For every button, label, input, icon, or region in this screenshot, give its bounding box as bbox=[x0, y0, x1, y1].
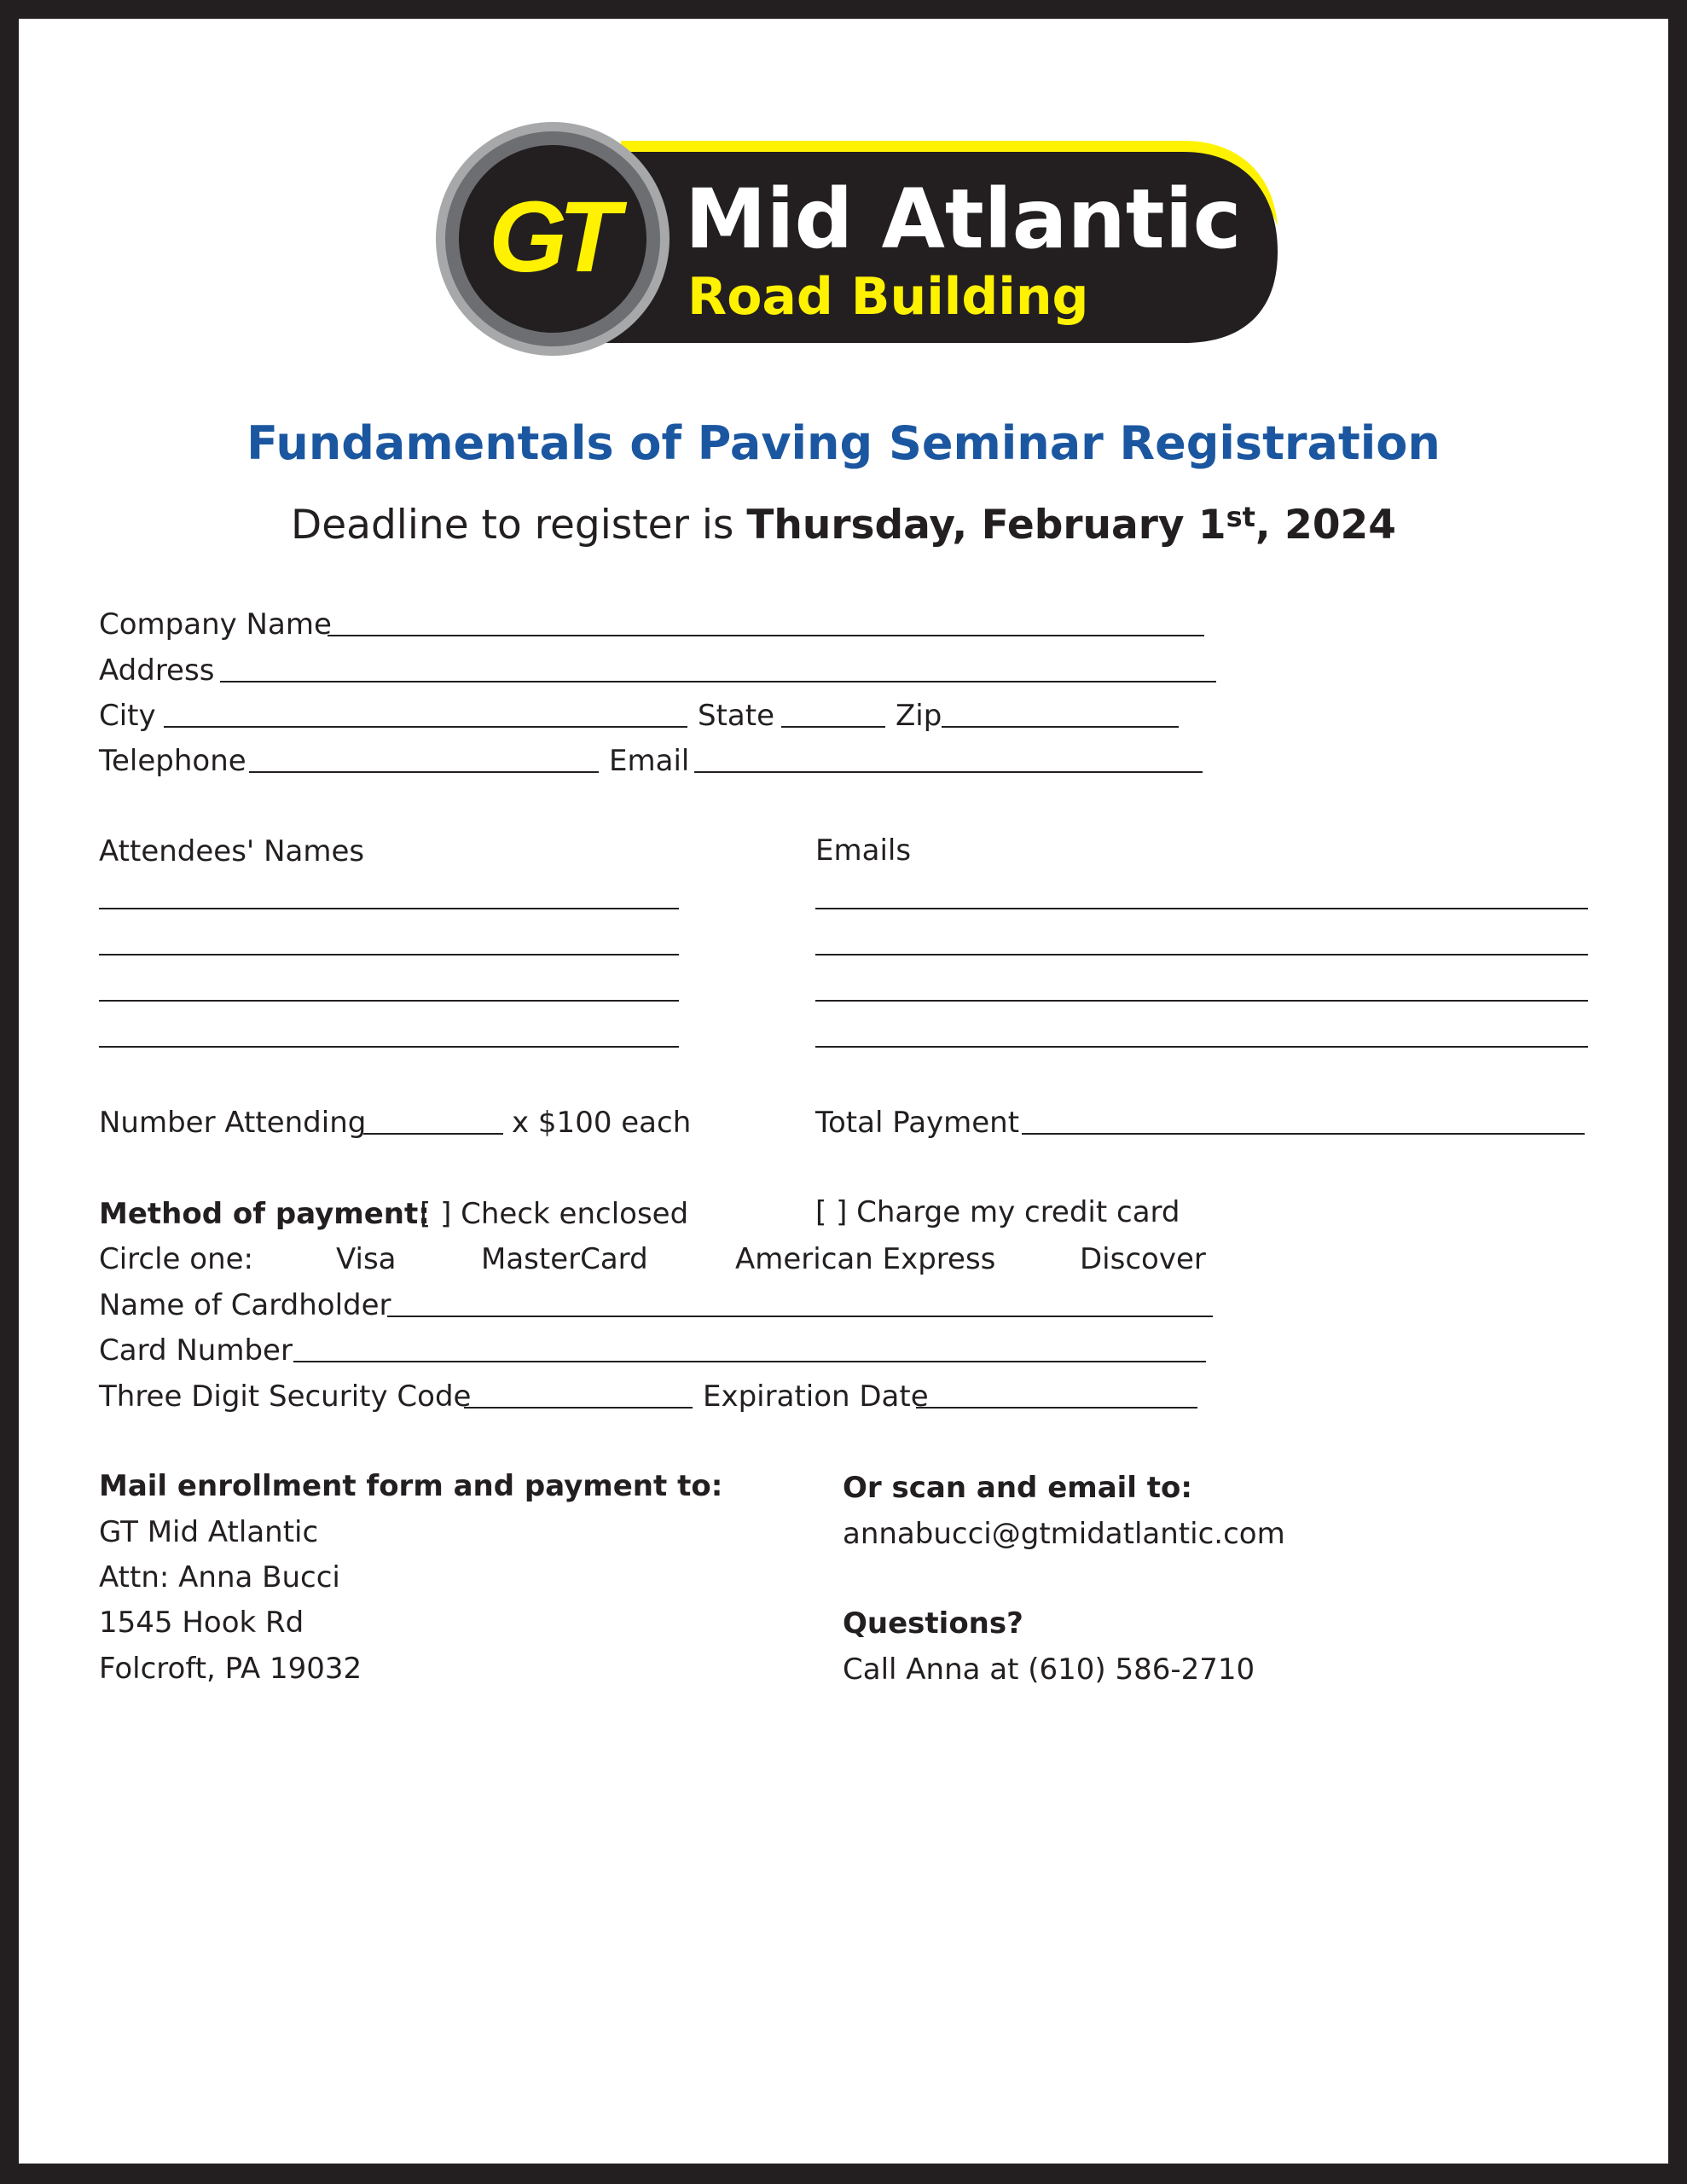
address-field[interactable] bbox=[220, 681, 1216, 682]
mail-to-line: Folcroft, PA 19032 bbox=[99, 1652, 362, 1686]
attendee-email-field[interactable] bbox=[815, 954, 1588, 956]
mail-to-line: 1545 Hook Rd bbox=[99, 1606, 304, 1640]
attendee-email-field[interactable] bbox=[815, 1046, 1588, 1048]
questions-phone: Call Anna at (610) 586-2710 bbox=[843, 1653, 1255, 1687]
company-name-label: Company Name bbox=[99, 607, 332, 642]
deadline-suffix: st bbox=[1226, 501, 1255, 533]
card-option-mastercard[interactable]: MasterCard bbox=[481, 1242, 648, 1276]
circle-one-label: Circle one: bbox=[99, 1242, 254, 1276]
logo-monogram: GT bbox=[489, 181, 612, 293]
security-code-field[interactable] bbox=[464, 1407, 693, 1409]
check-enclosed-option[interactable]: [ ] Check enclosed bbox=[420, 1197, 689, 1231]
attendee-name-field[interactable] bbox=[99, 954, 679, 956]
mail-to-line: Attn: Anna Bucci bbox=[99, 1560, 340, 1594]
card-option-american-express[interactable]: American Express bbox=[735, 1242, 996, 1276]
attendee-name-field[interactable] bbox=[99, 1000, 679, 1002]
zip-label: Zip bbox=[896, 699, 942, 733]
cardholder-label: Name of Cardholder bbox=[99, 1288, 391, 1322]
attendees-names-header: Attendees' Names bbox=[99, 834, 365, 868]
deadline-year: , 2024 bbox=[1255, 502, 1396, 549]
gt-mid-atlantic-logo bbox=[433, 119, 1286, 358]
city-field[interactable] bbox=[164, 726, 687, 728]
questions-header: Questions? bbox=[843, 1606, 1023, 1641]
city-label: City bbox=[99, 699, 156, 733]
security-code-label: Three Digit Security Code bbox=[99, 1380, 472, 1414]
attendee-name-field[interactable] bbox=[99, 908, 679, 909]
price-each-label: x $100 each bbox=[512, 1106, 692, 1140]
email-field[interactable] bbox=[694, 771, 1203, 773]
telephone-field[interactable] bbox=[249, 771, 599, 773]
email-to-address[interactable]: annabucci@gtmidatlantic.com bbox=[843, 1517, 1285, 1551]
address-label: Address bbox=[99, 653, 215, 688]
telephone-label: Telephone bbox=[99, 744, 246, 778]
expiration-date-field[interactable] bbox=[916, 1407, 1197, 1409]
method-of-payment-label: Method of payment: bbox=[99, 1197, 430, 1231]
email-label: Email bbox=[609, 744, 690, 778]
card-option-discover[interactable]: Discover bbox=[1080, 1242, 1206, 1276]
card-number-field[interactable] bbox=[293, 1361, 1206, 1362]
logo-tagline: Road Building bbox=[687, 267, 1089, 327]
attendee-email-field[interactable] bbox=[815, 908, 1588, 909]
cardholder-field[interactable] bbox=[387, 1316, 1213, 1317]
registration-form-page bbox=[19, 19, 1668, 2164]
attendees-emails-header: Emails bbox=[815, 834, 912, 868]
number-attending-field[interactable] bbox=[363, 1133, 503, 1135]
mail-to-header: Mail enrollment form and payment to: bbox=[99, 1469, 723, 1503]
attendee-email-field[interactable] bbox=[815, 1000, 1588, 1002]
zip-field[interactable] bbox=[942, 726, 1179, 728]
number-attending-label: Number Attending bbox=[99, 1106, 367, 1140]
logo-name: Mid Atlantic bbox=[685, 171, 1242, 267]
deadline-day: Thursday, February 1 bbox=[746, 502, 1226, 549]
company-name-field[interactable] bbox=[328, 635, 1204, 636]
charge-credit-card-option[interactable]: [ ] Charge my credit card bbox=[815, 1195, 1180, 1229]
card-option-visa[interactable]: Visa bbox=[336, 1242, 397, 1276]
deadline-prefix: Deadline to register is bbox=[291, 502, 747, 549]
deadline-line bbox=[19, 501, 1668, 549]
expiration-date-label: Expiration Date bbox=[703, 1380, 929, 1414]
state-field[interactable] bbox=[781, 726, 885, 728]
email-to-header: Or scan and email to: bbox=[843, 1471, 1192, 1505]
state-label: State bbox=[698, 699, 774, 733]
total-payment-label: Total Payment bbox=[815, 1106, 1020, 1140]
card-number-label: Card Number bbox=[99, 1333, 293, 1368]
form-title: Fundamentals of Paving Seminar Registration bbox=[246, 416, 1441, 470]
mail-to-line: GT Mid Atlantic bbox=[99, 1515, 319, 1549]
total-payment-field[interactable] bbox=[1022, 1133, 1585, 1135]
attendee-name-field[interactable] bbox=[99, 1046, 679, 1048]
